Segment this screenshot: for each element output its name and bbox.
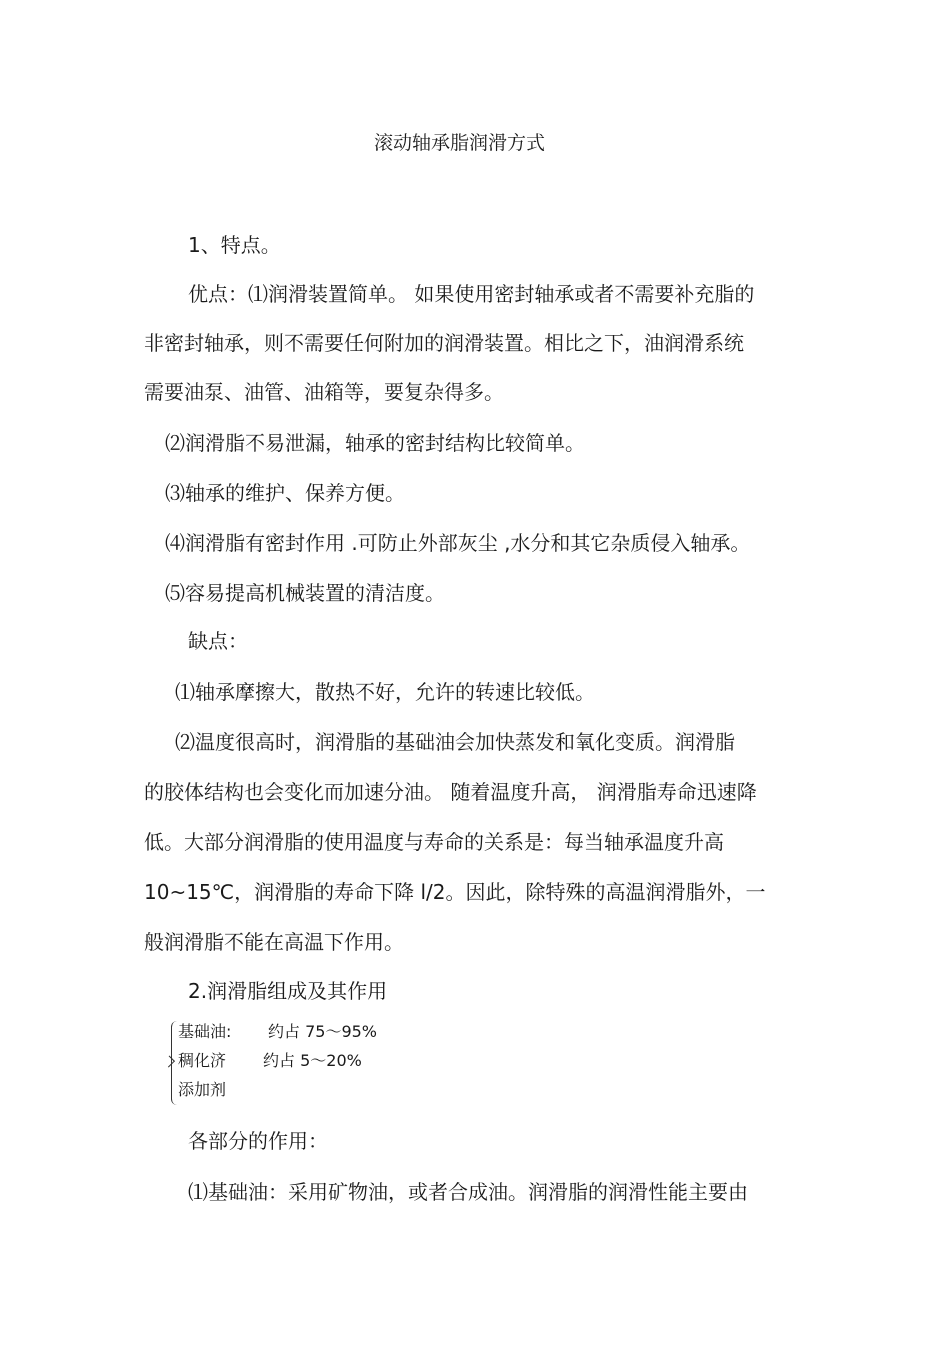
paragraph-line: 般润滑脂不能在高温下作用。 [144,930,404,954]
paragraph-line: 低。大部分润滑脂的使用温度与寿命的关系是：每当轴承温度升高 [144,830,724,854]
paragraph-line: ⑶轴承的维护、保养方便。 [165,481,405,505]
paragraph-line: ⑵温度很高时，润滑脂的基础油会加快蒸发和氧化变质。润滑脂 [175,730,735,754]
paragraph-line: ⑴基础油：采用矿物油，或者合成油。润滑脂的润滑性能主要由 [188,1180,748,1204]
paragraph-line: ⑴轴承摩擦大，散热不好，允许的转速比较低。 [175,680,595,704]
paragraph-line: ⑷润滑脂有密封作用 .可防止外部灰尘 ,水分和其它杂质侵入轴承。 [165,531,751,555]
section-heading-features: 1、特点。 [188,233,281,257]
paragraph-line: 的胶体结构也会变化而加速分油。 随着温度升高， 润滑脂寿命迅速降 [144,780,757,804]
paragraph-line: ⑵润滑脂不易泄漏，轴承的密封结构比较简单。 [165,431,585,455]
subheading-disadvantages: 缺点： [188,629,248,653]
paragraph-line: 需要油泵、油管、油箱等，要复杂得多。 [144,380,504,404]
subheading-functions: 各部分的作用： [188,1129,328,1153]
section-heading-composition: 2.润滑脂组成及其作用 [188,979,388,1003]
composition-item-name: 添加剂 [178,1080,227,1099]
composition-item-value: 约占 75～95% [268,1022,378,1041]
paragraph-line: 优点：⑴润滑装置简单。 如果使用密封轴承或者不需要补充脂的 [188,282,755,306]
paragraph-line: ⑸容易提高机械装置的清洁度。 [165,581,445,605]
composition-item-value: 约占 5～20% [263,1051,362,1070]
page-title: 滚动轴承脂润滑方式 [374,132,546,154]
composition-item-name: 稠化济 [178,1051,227,1070]
paragraph-line: 非密封轴承，则不需要任何附加的润滑装置。相比之下，油润滑系统 [144,331,744,355]
paragraph-line: 10~15℃，润滑脂的寿命下降 l/2。因此，除特殊的高温润滑脂外，一 [144,880,766,904]
composition-item-name: 基础油: [178,1022,232,1041]
